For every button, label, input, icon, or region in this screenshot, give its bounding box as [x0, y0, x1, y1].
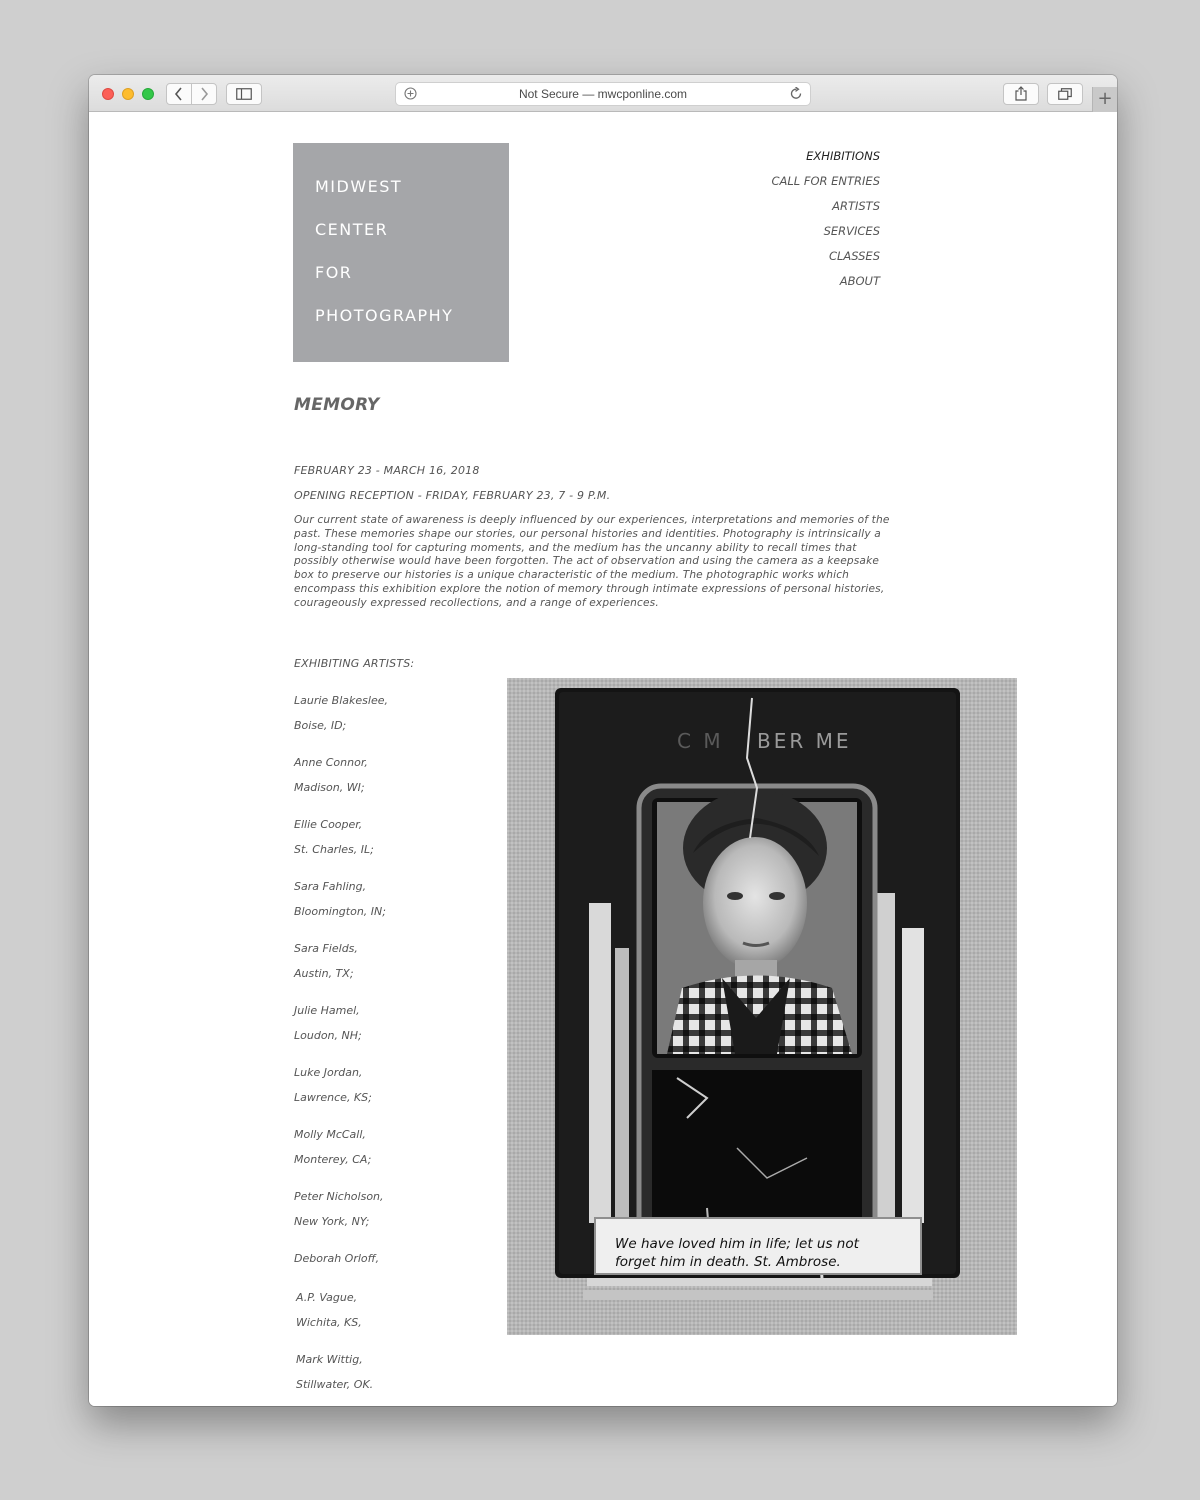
artist-entry	[294, 942, 494, 1004]
zoom-window-button[interactable]	[142, 88, 154, 100]
tabs-icon	[1058, 88, 1072, 100]
artist-entry	[294, 1004, 494, 1066]
artist-name: A.P. Vague,	[296, 1291, 358, 1304]
share-button[interactable]	[1003, 83, 1039, 105]
artist-name: Anne Connor,	[294, 756, 368, 769]
artist-location: Bloomington, IN;	[294, 905, 386, 918]
artist-location: Stillwater, OK.	[296, 1378, 374, 1391]
nav-exhibitions[interactable]: EXHIBITIONS	[806, 149, 880, 163]
minimize-window-button[interactable]	[122, 88, 134, 100]
artist-name: Deborah Orloff,	[294, 1252, 380, 1265]
artist-name: Ellie Cooper,	[294, 818, 363, 831]
artist-entry	[294, 694, 494, 756]
artist-entry	[294, 1190, 494, 1252]
artist-location: Lawrence, KS;	[294, 1091, 372, 1104]
faded-lettering: C M	[677, 729, 724, 753]
address-bar[interactable]	[395, 82, 811, 106]
artist-location: Wichita, KS,	[296, 1316, 362, 1329]
memorial-photo-artwork	[507, 678, 1017, 1335]
share-icon	[1015, 86, 1027, 101]
photo-caption-line-2: forget him in death. St. Ambrose.	[615, 1254, 841, 1270]
site-logo[interactable]	[293, 143, 509, 362]
main-nav	[680, 148, 880, 298]
artist-name: Sara Fields,	[294, 942, 358, 955]
back-button[interactable]	[166, 83, 192, 105]
logo-line-2: CENTER	[315, 220, 389, 239]
artist-name: Molly McCall,	[294, 1128, 366, 1141]
show-tabs-button[interactable]	[1047, 83, 1083, 105]
frame-lettering: BER ME	[757, 729, 852, 753]
artist-location: Boise, ID;	[294, 719, 347, 732]
artist-entry	[294, 1128, 494, 1190]
artist-entry	[294, 1066, 494, 1128]
exhibition-dates: FEBRUARY 23 - MARCH 16, 2018	[294, 464, 480, 477]
logo-line-3: FOR	[315, 263, 353, 282]
artist-location: Loudon, NH;	[294, 1029, 362, 1042]
nav-call-for-entries[interactable]: CALL FOR ENTRIES	[771, 174, 880, 188]
reload-icon[interactable]	[787, 84, 805, 104]
chevron-right-icon	[199, 87, 209, 101]
artist-name: Luke Jordan,	[294, 1066, 363, 1079]
artist-entry	[294, 1252, 494, 1291]
artist-list	[294, 694, 494, 1406]
artist-name: Sara Fahling,	[294, 880, 367, 893]
artist-name: Mark Wittig,	[296, 1353, 363, 1366]
nav-classes[interactable]: CLASSES	[828, 249, 880, 263]
artist-location: St. Charles, IL;	[294, 843, 374, 856]
artist-location: Austin, TX;	[294, 967, 354, 980]
artist-entry	[294, 1291, 494, 1353]
browser-window	[89, 75, 1117, 1406]
artist-location: Madison, WI;	[294, 781, 365, 794]
browser-toolbar	[89, 75, 1117, 112]
web-page	[89, 112, 1117, 1406]
opening-reception: OPENING RECEPTION - FRIDAY, FEBRUARY 23, 7 - 9 P.M.	[294, 489, 611, 502]
sidebar-icon	[236, 88, 252, 100]
exhibition-description: Our current state of awareness is deeply influenced by our experiences, interpretations and memories of the past. These memories shape our stories, our personal histories and identities. Photography is intrinsically a long-standing tool for capturing moments, and the medium has the uncanny ability to recall times that possibly otherwise would have been forgotten. The act of observation and using the camera as a keepsake box to preserve our histories is a unique characteristic of the medium. The photographic works which encompass this exhibition explore the notion of memory through intimate expressions of personal histories, courageously expressed recollections, and a range of experiences.	[294, 514, 890, 609]
artist-entry	[294, 880, 494, 942]
chevron-left-icon	[174, 87, 184, 101]
exhibition-photo[interactable]	[507, 678, 1017, 1335]
artist-name: Julie Hamel,	[294, 1004, 360, 1017]
sidebar-toggle-button[interactable]	[226, 83, 262, 105]
artist-name: Peter Nicholson,	[294, 1190, 384, 1203]
site-info-icon[interactable]	[402, 85, 418, 103]
artist-entry	[294, 756, 494, 818]
photo-caption-line-1: We have loved him in life; let us not	[615, 1236, 859, 1252]
nav-about[interactable]: ABOUT	[839, 274, 880, 288]
artist-entry	[294, 818, 494, 880]
new-tab-button[interactable]	[1092, 87, 1117, 112]
artist-name: Laurie Blakeslee,	[294, 694, 388, 707]
artist-location: New York, NY;	[294, 1215, 370, 1228]
address-text: Not Secure — mwcponline.com	[518, 87, 688, 101]
plus-icon: +	[1097, 88, 1113, 109]
nav-artists[interactable]: ARTISTS	[832, 199, 880, 213]
nav-services[interactable]: SERVICES	[823, 224, 880, 238]
logo-line-1: MIDWEST	[315, 177, 403, 196]
close-window-button[interactable]	[102, 88, 114, 100]
artist-location: Monterey, CA;	[294, 1153, 372, 1166]
forward-button[interactable]	[191, 83, 217, 105]
artist-entry	[294, 1353, 494, 1406]
artists-heading: EXHIBITING ARTISTS:	[294, 657, 415, 670]
exhibition-title: MEMORY	[294, 395, 380, 415]
logo-line-4: PHOTOGRAPHY	[315, 306, 454, 325]
